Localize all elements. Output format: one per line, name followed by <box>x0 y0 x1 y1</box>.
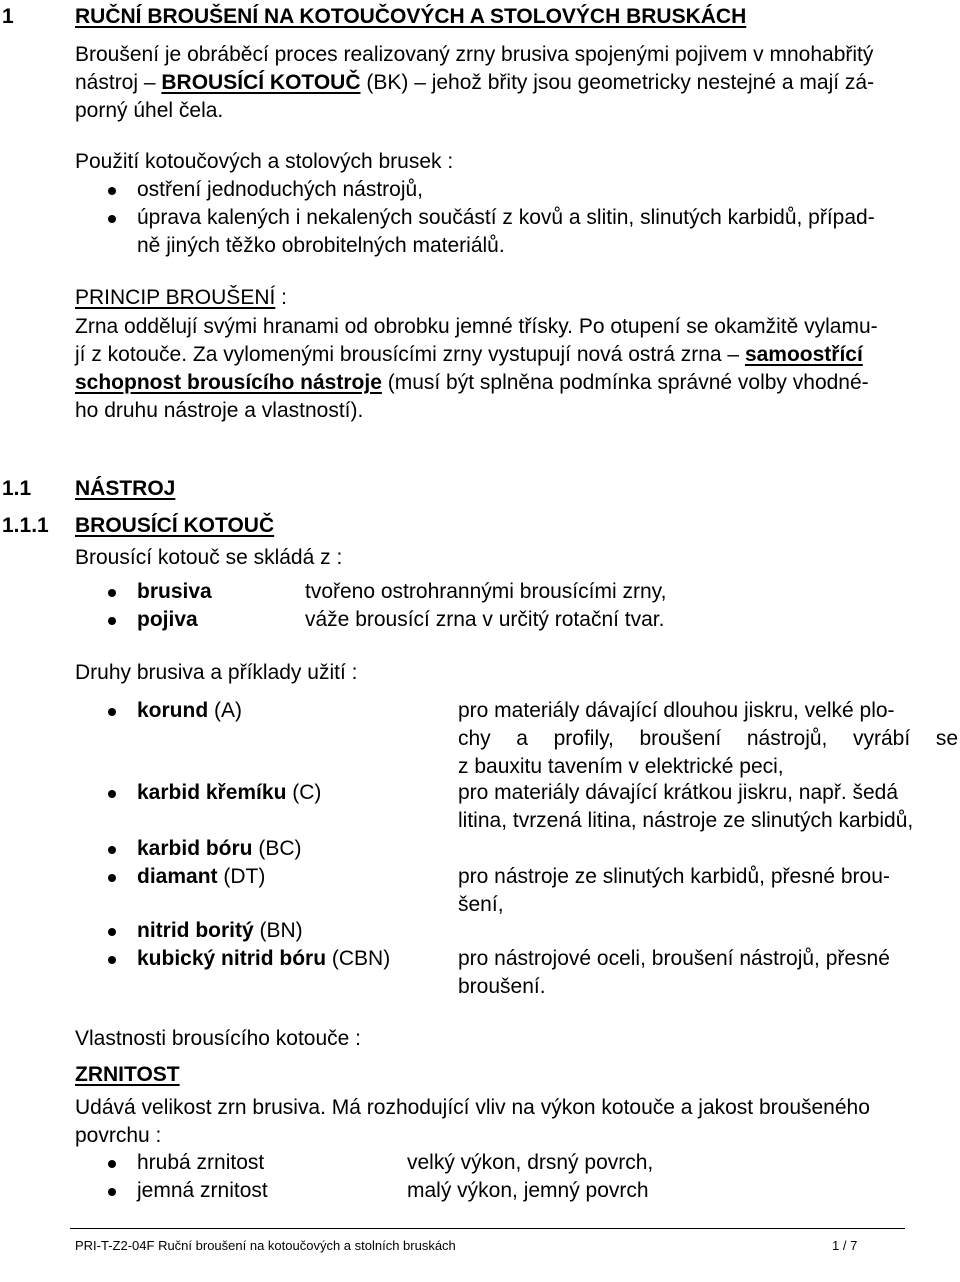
footer-divider <box>70 1228 905 1229</box>
intro-key-term: BROUSÍCÍ KOTOUČ <box>161 71 361 94</box>
bullet-icon <box>108 708 116 716</box>
grain-line-1: Udává velikost zrn brusiva. Má rozhodující vliv na výkon kotouče a jakost broušeného <box>75 1096 870 1119</box>
abrasives-title: Druhy brusiva a příklady užití : <box>75 661 358 684</box>
principle-line-3-end: (musí být splněna podmínka správné volby vhodné- <box>387 371 869 394</box>
abrasive-desc: šení, <box>458 893 504 916</box>
composition-desc: váže brousící zrna v určitý rotační tvar. <box>305 608 665 631</box>
composition-term: pojiva <box>137 608 198 631</box>
abrasive-code: (C) <box>292 781 322 804</box>
intro-line-2 <box>75 71 874 95</box>
abrasive-code: (BC) <box>258 837 302 860</box>
section-number: 1.1 <box>2 477 32 500</box>
intro-line-3: porný úhel čela. <box>75 99 224 122</box>
section-title: NÁSTROJ <box>75 477 176 500</box>
principle-line-4: ho druhu nástroje a vlastností). <box>75 399 364 422</box>
footer-page-number: 1 / 7 <box>832 1238 858 1253</box>
intro-line-2-start: nástroj – <box>75 71 156 94</box>
abrasive-desc: chy a profily, broušení nástrojů, vyrábí se <box>458 727 958 750</box>
abrasive-name <box>137 837 302 861</box>
abrasive-name <box>137 947 390 971</box>
composition-title: Brousící kotouč se skládá z : <box>75 546 343 569</box>
abrasive-desc: pro nástroje ze slinutých karbidů, přesné brou- <box>458 865 890 888</box>
bullet-icon <box>108 790 116 798</box>
intro-line-2-end: (BK) – jehož břity jsou geometricky nestejné a mají zá- <box>366 71 875 94</box>
abrasive-name <box>137 781 321 805</box>
abrasive-code: (DT) <box>223 865 266 888</box>
bullet-icon <box>108 928 116 936</box>
grain-desc: velký výkon, drsný povrch, <box>407 1151 654 1174</box>
abrasive-code: (CBN) <box>331 947 391 970</box>
abrasive-name <box>137 699 242 723</box>
principle-line-2 <box>75 343 863 367</box>
footer-doc-title: PRI-T-Z2-04F Ruční broušení na kotoučových a stolních bruskách <box>75 1238 456 1253</box>
grain-term: hrubá zrnitost <box>137 1151 265 1174</box>
intro-line-1: Broušení je obráběcí proces realizovaný zrny brusiva spojenými pojivem v mnohabřitý <box>75 43 874 66</box>
abrasive-term: karbid bóru <box>137 837 253 860</box>
composition-term: brusiva <box>137 580 212 603</box>
usage-title: Použití kotoučových a stolových brusek : <box>75 150 454 173</box>
bullet-icon <box>108 617 116 625</box>
abrasive-term: nitrid boritý <box>137 919 254 942</box>
grain-line-2: povrchu : <box>75 1124 162 1147</box>
principle-line-2-start: jí z kotouče. Za vylomenými brousícími zrny vystupují nová ostrá zrna – <box>75 343 740 366</box>
subsection-title: BROUSÍCÍ KOTOUČ <box>75 514 275 537</box>
abrasive-desc: pro materiály dávající dlouhou jiskru, velké plo- <box>458 699 895 722</box>
principle-key-term: samoostřící <box>744 343 863 366</box>
abrasive-term: karbid křemíku <box>137 781 287 804</box>
principle-line-1: Zrna oddělují svými hranami od obrobku jemné třísky. Po otupení se okamžitě vylamu- <box>75 315 878 338</box>
abrasive-desc: z bauxitu tavením v elektrické peci, <box>458 755 784 778</box>
grain-desc: malý výkon, jemný povrch <box>407 1179 649 1202</box>
bullet-icon <box>108 215 116 223</box>
abrasive-code: (A) <box>214 699 243 722</box>
principle-key-term-cont: schopnost brousícího nástroje <box>75 371 382 394</box>
principle-colon: : <box>281 286 288 309</box>
abrasive-desc: litina, tvrzená litina, nástroje ze slinutých karbidů, <box>458 809 914 832</box>
usage-item: úprava kalených i nekalených součástí z kovů a slitin, slinutých karbidů, případ- <box>137 206 875 229</box>
principle-line-3 <box>75 371 869 395</box>
bullet-icon <box>108 1188 116 1196</box>
abrasive-name <box>137 865 265 889</box>
principle-title: PRINCIP BROUŠENÍ <box>75 286 276 309</box>
grain-title: ZRNITOST <box>75 1063 180 1086</box>
usage-item-continuation: ně jiných těžko obrobitelných materiálů. <box>137 234 505 257</box>
bullet-icon <box>108 589 116 597</box>
bullet-icon <box>108 846 116 854</box>
abrasive-name <box>137 919 303 943</box>
abrasive-desc: broušení. <box>458 975 546 998</box>
bullet-icon <box>108 956 116 964</box>
abrasive-term: diamant <box>137 865 218 888</box>
abrasive-code: (BN) <box>259 919 303 942</box>
abrasive-term: korund <box>137 699 209 722</box>
usage-item: ostření jednoduchých nástrojů, <box>137 178 424 201</box>
page-title: RUČNÍ BROUŠENÍ NA KOTOUČOVÝCH A STOLOVÝCH BRUSKÁCH <box>75 5 747 28</box>
grain-term: jemná zrnitost <box>137 1179 268 1202</box>
heading-number: 1 <box>2 5 14 28</box>
abrasive-desc: pro materiály dávající krátkou jiskru, např. šedá <box>458 781 899 804</box>
bullet-icon <box>108 187 116 195</box>
bullet-icon <box>108 1160 116 1168</box>
abrasive-desc: pro nástrojové oceli, broušení nástrojů, přesné <box>458 947 890 970</box>
subsection-number: 1.1.1 <box>2 514 49 537</box>
composition-desc: tvořeno ostrohrannými brousícími zrny, <box>305 580 667 603</box>
properties-title: Vlastnosti brousícího kotouče : <box>75 1027 361 1050</box>
principle-heading <box>75 286 287 310</box>
abrasive-term: kubický nitrid bóru <box>137 947 327 970</box>
bullet-icon <box>108 874 116 882</box>
